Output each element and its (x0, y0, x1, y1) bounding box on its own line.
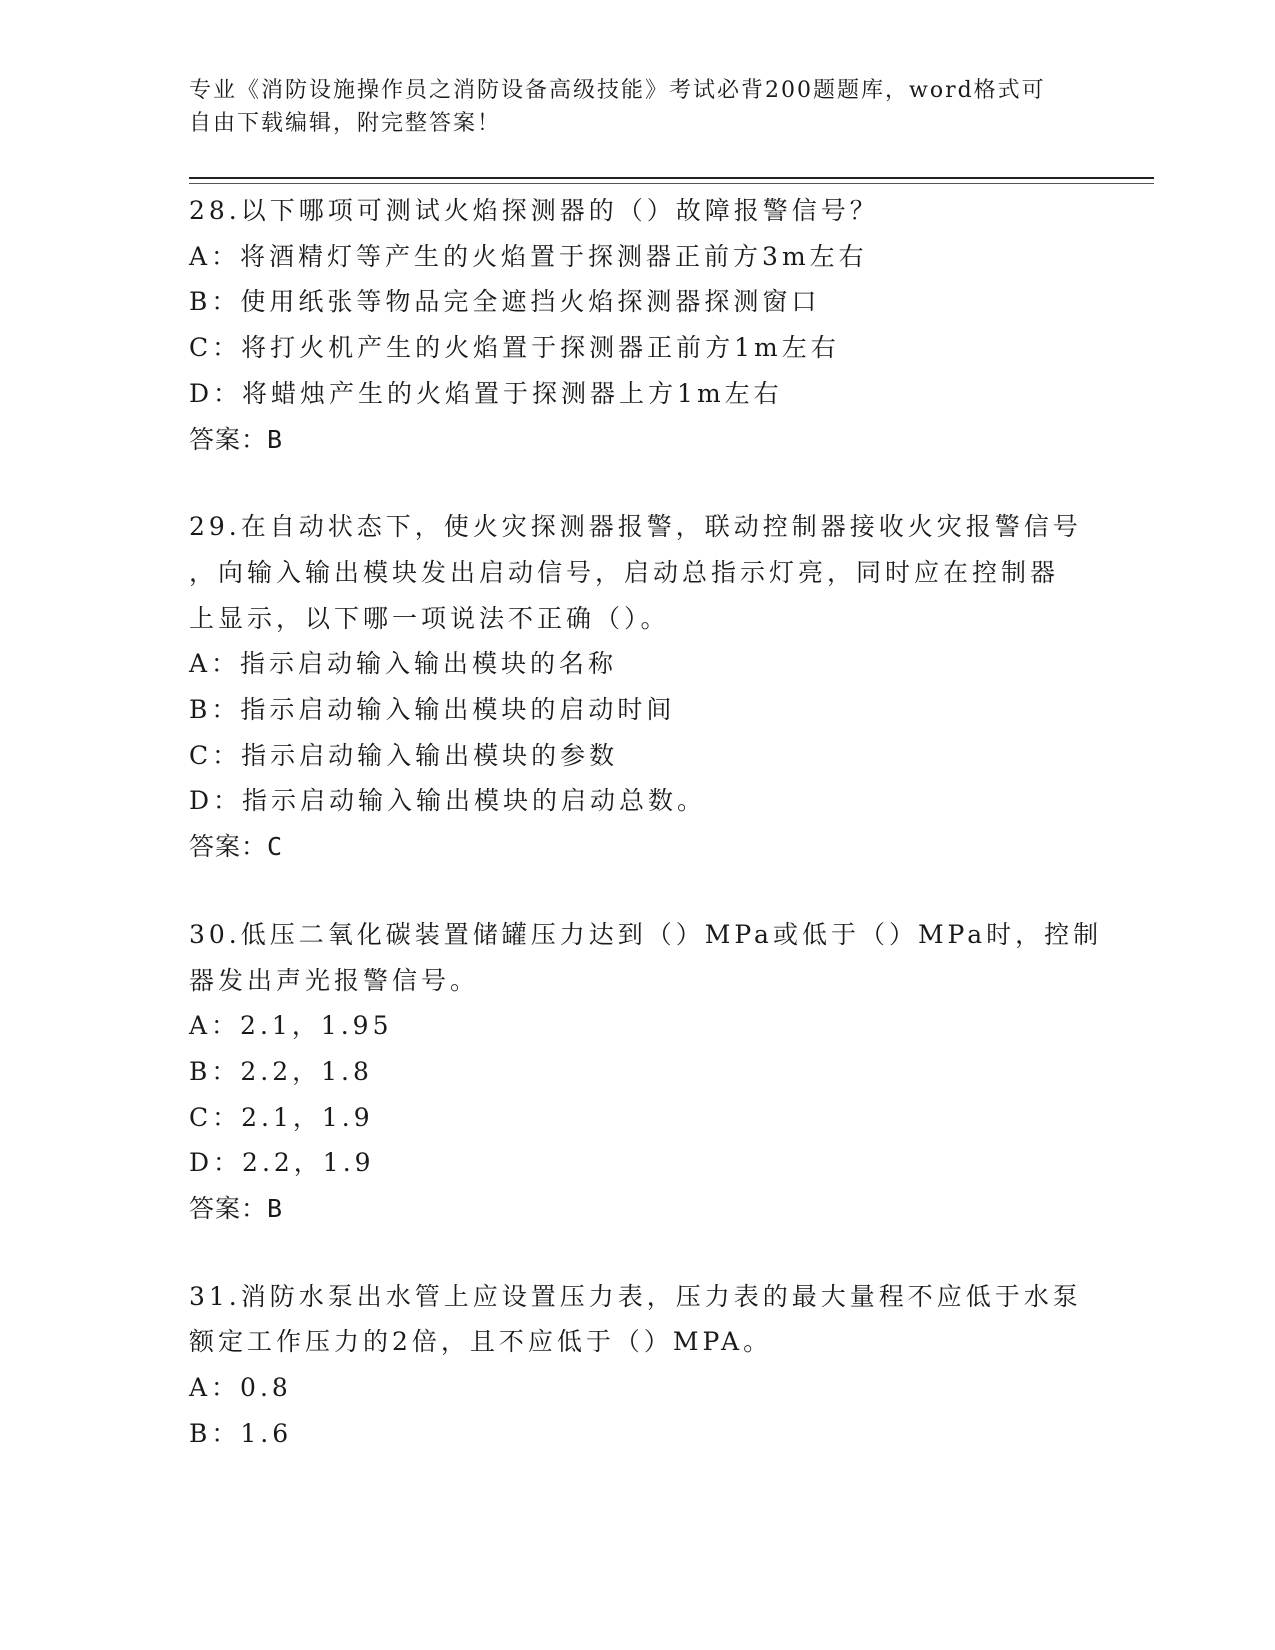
header-divider-thick (189, 177, 1154, 179)
answer-option: C：2.1，1.9 (189, 1102, 374, 1132)
question-block (189, 1274, 1089, 1457)
question-stem-line: 器发出声光报警信号。 (189, 965, 480, 995)
answer-option: B：使用纸张等物品完全遮挡火焰探测器探测窗口 (189, 287, 821, 317)
question-block (189, 504, 1089, 870)
question-stem-line: 28.以下哪项可测试火焰探测器的（）故障报警信号？ (189, 196, 879, 225)
document-header (189, 74, 1089, 140)
header-line-2: 自由下载编辑，附完整答案！ (189, 111, 502, 136)
answer-option: B：1.6 (189, 1418, 293, 1448)
header-line-1: 专业《消防设施操作员之消防设备高级技能》考试必背200题题库，word格式可 (189, 78, 1046, 103)
answer-option: A：指示启动输入输出模块的名称 (189, 649, 618, 679)
question-stem-line: 上显示，以下哪一项说法不正确（）。 (189, 603, 670, 633)
answer-option: C：指示启动输入输出模块的参数 (189, 740, 619, 770)
answer-option: C：将打火机产生的火焰置于探测器正前方1m左右 (189, 333, 840, 363)
question-block (189, 188, 1089, 462)
correct-answer: 答案：C (189, 832, 284, 862)
question-block (189, 912, 1103, 1232)
answer-option: B：2.2，1.8 (189, 1056, 373, 1086)
answer-option: A：将酒精灯等产生的火焰置于探测器正前方3m左右 (189, 241, 868, 271)
correct-answer: 答案：B (189, 1194, 284, 1224)
question-stem-line: 31.消防水泵出水管上应设置压力表，压力表的最大量程不应低于水泵 (189, 1281, 1082, 1311)
question-stem-line: 额定工作压力的2倍，且不应低于（）MPA。 (189, 1327, 773, 1357)
answer-option: A：0.8 (189, 1373, 292, 1403)
answer-option: B：指示启动输入输出模块的启动时间 (189, 695, 676, 725)
question-stem-line: 30.低压二氧化碳装置储罐压力达到（）MPa或低于（）MPa时，控制 (189, 919, 1103, 949)
question-list (189, 188, 1103, 1499)
answer-option: D：指示启动输入输出模块的启动总数。 (189, 786, 707, 816)
question-stem-line: 29.在自动状态下，使火灾探测器报警，联动控制器接收火灾报警信号 (189, 512, 1082, 542)
answer-option: D：2.2，1.9 (189, 1148, 375, 1178)
correct-answer: 答案：B (189, 424, 284, 454)
answer-option: D：将蜡烛产生的火焰置于探测器上方1m左右 (189, 378, 783, 408)
answer-option: A：2.1，1.95 (189, 1011, 393, 1041)
header-divider-thin (189, 183, 1154, 184)
question-stem-line: ，向输入输出模块发出启动信号，启动总指示灯亮，同时应在控制器 (189, 557, 1060, 587)
